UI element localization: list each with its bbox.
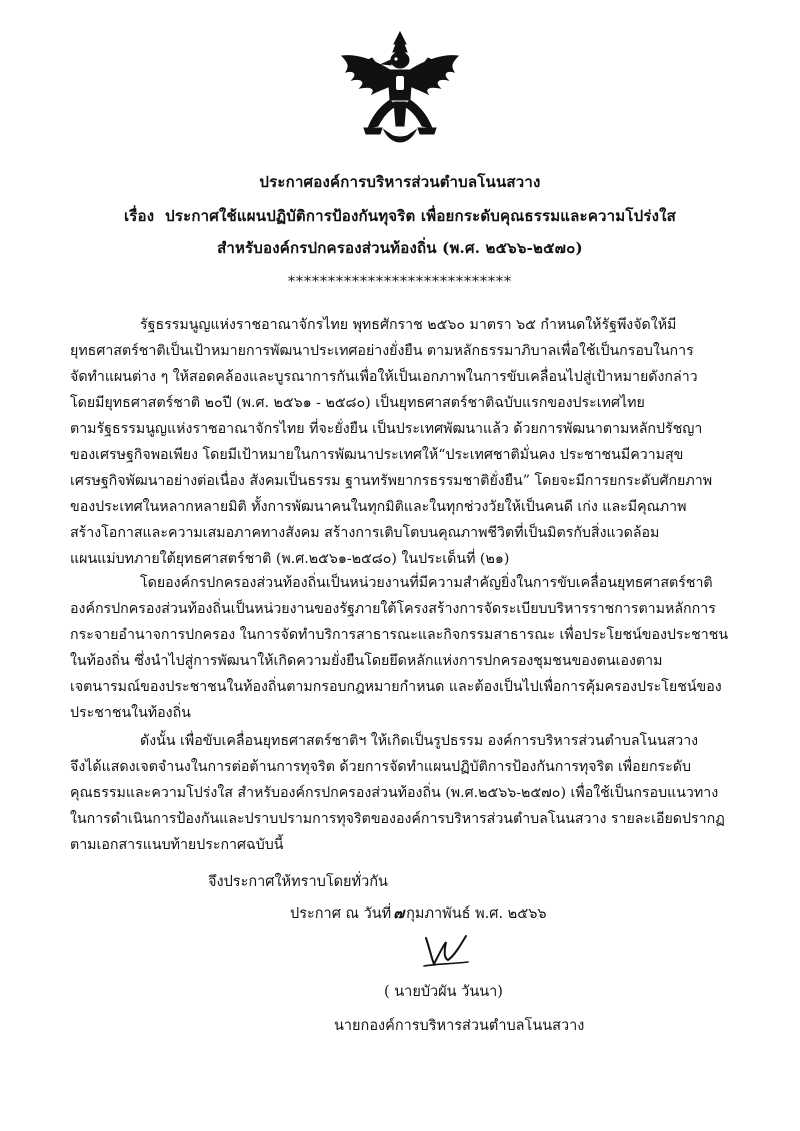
subject-line [0,204,800,228]
subject-text: ประกาศใช้แผนปฏิบัติการป้องกันทุจริต เพื่อยกระดับคุณธรรมและความโปร่งใส [165,207,677,225]
paragraph-line: ดังนั้น เพื่อขับเคลื่อนยุทธศาสตร์ชาติฯ ให้เกิดเป็นรูปธรรม องค์การบริหารส่วนตำบลโนนสวาง [140,733,699,749]
paragraph-line: กระจายอำนาจการปกครอง ในการจัดทำบริการสาธารณะและกิจกรรมสาธารณะ เพื่อประโยชน์ของประชาชน [70,627,729,643]
paragraph-line: โดยมียุทธศาสตร์ชาติ ๒๐ปี (พ.ศ. ๒๕๖๑ - ๒๕๘๐) เป็นยุทธศาสตร์ชาติฉบับแรกของประเทศไทย [70,395,645,411]
paragraph-3 [70,728,750,858]
paragraph-line: แผนแม่บทภายใต้ยุทธศาสตร์ชาติ (พ.ศ.๒๕๖๑-๒๕๘๐) ในประเด็นที่ (๒๑) [70,551,510,567]
announcement-date [290,902,547,925]
handwritten-signature-icon [420,930,472,970]
paragraph-line: เจตนารมณ์ของประชาชนในท้องถิ่นตามกรอบกฎหมายกำหนด และต้องเป็นไปเพื่อการคุ้มครองประโยชน์ของ [70,679,722,695]
garuda-emblem-icon [338,30,462,144]
paragraph-line: รัฐธรรมนูญแห่งราชอาณาจักรไทย พุทธศักราช ๒๕๖๐ มาตรา ๖๕ กำหนดให้รัฐพึงจัดให้มี [140,317,677,333]
paragraph-line: ของประเทศในหลากหลายมิติ ทั้งการพัฒนาคนในทุกมิติและในทุกช่วงวัยให้เป็นคนดี เก่ง และมีคุณภาพ [70,499,687,515]
paragraph-line: ของเศรษฐกิจพอเพียง โดยมีเป้าหมายในการพัฒนาประเทศให้“ประเทศชาติมั่นคง ประชาชนมีความสุข [70,447,684,463]
closing-statement: จึงประกาศให้ทราบโดยทั่วกัน [208,874,388,890]
date-prefix: ประกาศ ณ วันที่ [290,906,392,922]
paragraph-line: ยุทธศาสตร์ชาติเป็นเป้าหมายการพัฒนาประเทศอย่างยั่งยืน ตามหลักธรรมาภิบาลเพื่อใช้เป็นกรอบในการ [70,343,694,359]
paragraph-line: ในการดำเนินการป้องกันและปราบปรามการทุจริตขององค์การบริหารส่วนตำบลโนนสวาง รายละเอียดปรากฏ [70,811,725,827]
subject-line-2: สำหรับองค์กรปกครองส่วนท้องถิ่น (พ.ศ. ๒๕๖๖-๒๕๗๐) [217,239,583,257]
paragraph-line: องค์กรปกครองส่วนท้องถิ่นเป็นหน่วยงานของรัฐภายใต้โครงสร้างการจัดระเบียบบริหารราชการตามหลักการ [70,601,716,617]
date-suffix: กุมภาพันธ์ พ.ศ. ๒๕๖๖ [406,906,547,922]
handwritten-day: ๗ [393,906,405,922]
paragraph-line: โดยองค์กรปกครองส่วนท้องถิ่นเป็นหน่วยงานที่มีความสำคัญยิ่งในการขับเคลื่อนยุทธศาสตร์ชาติ [140,575,713,591]
paragraph-line: คุณธรรมและความโปร่งใส สำหรับองค์กรปกครองส่วนท้องถิ่น (พ.ศ.๒๕๖๖-๒๕๗๐) เพื่อใช้เป็นกรอบแนวทาง [70,785,719,801]
paragraph-line: ตามรัฐธรรมนูญแห่งราชอาณาจักรไทย ที่จะยั่งยืน เป็นประเทศพัฒนาแล้ว ด้วยการพัฒนาตามหลักปรัชญา [70,421,703,437]
paragraph-line: เศรษฐกิจพัฒนาอย่างต่อเนื่อง สังคมเป็นธรรม ฐานทรัพยากรธรรมชาติยั่งยืน” โดยจะมีการยกระดับศักยภาพ [70,473,713,489]
paragraph-line: ในท้องถิ่น ซึ่งนำไปสู่การพัฒนาให้เกิดความยั่งยืนโดยยึดหลักแห่งการปกครองชุมชนของตนเองตาม [70,653,663,669]
signer-position: นายกองค์การบริหารส่วนตำบลโนนสวาง [334,1018,585,1034]
subject-label: เรื่อง [123,207,155,225]
paragraph-1 [70,312,750,572]
paragraph-line: ตามเอกสารแนบท้ายประกาศฉบับนี้ [70,837,284,853]
separator-stars: **************************** [288,274,512,290]
paragraph-line: ประชาชนในท้องถิ่น [70,705,191,721]
paragraph-line: สร้างโอกาสและความเสมอภาคทางสังคม สร้างการเติบโตบนคุณภาพชีวิตที่เป็นมิตรกับสิ่งแวดล้อม [70,525,660,541]
paragraph-line: จัดทำแผนต่าง ๆ ให้สอดคล้องและบูรณาการกันเพื่อให้เป็นเอกภาพในการขับเคลื่อนไปสู่เป้าหมายดังกล่าว [70,369,698,385]
paragraph-line: จึงได้แสดงเจตจำนงในการต่อต้านการทุจริต ด้วยการจัดทำแผนปฏิบัติการป้องกันการทุจริต เพื่อยกระดับ [70,759,692,775]
announcement-title: ประกาศองค์การบริหารส่วนตำบลโนนสวาง [259,173,541,191]
paragraph-2 [70,570,750,726]
signer-name: ( นายบัวผัน วันนา) [384,984,503,1000]
